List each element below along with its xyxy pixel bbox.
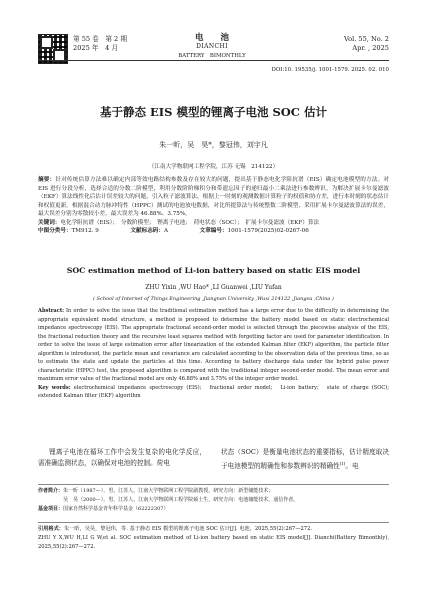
journal-cn: 电 池	[194, 33, 229, 43]
page-title-en: SOC estimation method of Li-ion battery based on static EIS model	[66, 266, 361, 275]
author-intro-label: 作者简介：	[38, 488, 64, 494]
abstract-cn-block	[38, 176, 389, 236]
author1-text: 朱一昕（1987—），男，江苏人，江南大学物联网工程学院副教授，研究方向：新型储能技术；	[63, 488, 274, 494]
abstract-cn-text: 针对传统估算方法难以确定内部等效电路结构参数及存在较大的问题，提出基于静态电化学阻抗谱（EIS）确定电池模型的方法。对 EIS 进行分段分析，选择合适的分数二阶模型，利用分数阶阶梯积分和带遗忘因子的递归最小二乘法进行参数辨识。为解决扩展卡尔曼滤波（EKF）算法线性化后估计误差较大的问题，引入粒子滤波算法，根据上一时刻的观测数据计算粒子的权值和协方差，进行本时刻的状态估计和权值更新。根据混合动力脉冲特性（HPPC）测试的电池放电数据，对比所提算法与传统整数二阶模型、采用扩展卡尔曼滤波算法的误差，最大误差分别为零散较小差，最大误差为 46.88%、3.75%。	[38, 177, 389, 217]
fund-label: 基金项目：	[38, 506, 64, 512]
footnote-rule	[38, 484, 389, 485]
doc-code-label: 文献标志码：	[130, 228, 164, 234]
volume-cn: 第 55 卷 第 2 期	[73, 35, 127, 43]
date-cn: 2025 年 4 月	[73, 44, 118, 52]
reference-marker: [1]	[339, 461, 346, 466]
keywords-cn	[38, 219, 389, 228]
citation-cn-text: 朱一昕，吴昊，黎冠伟，等. 基于静态 EIS 模型的锂离子电池 SOC 估计[J]. 电池，2025,55(2):267—272.	[63, 526, 313, 532]
body-right-main: 状态（SOC）是衡量电池状态的重要指标，估计精度取决于电池模型的精确性和参数辨识的精确性	[221, 448, 389, 471]
body-right-tail: 。电	[345, 462, 359, 471]
doc-code-value: A	[163, 228, 169, 234]
affiliation-en: ( School of Internet of Things Engineering ,Jiangnan University ,Wuxi 214122 ,Jiangsu ,China )	[93, 296, 334, 302]
keywords-en-label: Key words:	[38, 384, 71, 391]
authors-en: ZHU Yixin ,WU Hao* ,LI Guanwei ,LIU Yufan	[145, 284, 282, 291]
footnote-author2: 吴 昊（2000—），男，江苏人，江南大学物联网工程学院硕士生，研究方向：电池储能技术，通信作者。	[63, 497, 299, 503]
body-column-right	[221, 447, 389, 472]
article-no-value: 1001-1579(2025)02-0267-06	[227, 228, 309, 234]
journal-en: BATTERY BIMONTHLY	[178, 53, 246, 59]
clc-label: 中图分类号：	[38, 228, 72, 234]
abstract-en-label: Abstract:	[38, 308, 65, 314]
header-rule	[38, 60, 389, 61]
citation-rule	[38, 522, 389, 523]
abstract-cn	[38, 176, 389, 219]
authors-cn: 朱一昕，吴 昊*，黎冠伟，刘宇凡	[159, 141, 268, 149]
citation-block	[38, 525, 389, 552]
fund-text: 国家自然科学基金青年科学基金（62222307）	[63, 506, 169, 512]
journal-pinyin: DIANCHI	[196, 43, 228, 50]
citation-en: ZHU Y X,WU H,LI G W,et al. SOC estimation method of Li-ion battery based on static EIS model[J]. Dianchi(Battery Bimonthly), 2025,55(2):267—272.	[38, 535, 389, 550]
abstract-cn-label: 摘要：	[38, 177, 56, 183]
abstract-en-block	[38, 307, 395, 401]
affiliation-cn: （江南大学物联网工程学院，江苏 无锡 214122）	[148, 164, 279, 170]
body-column-left	[38, 447, 206, 469]
volume-en: Vol. 55, No. 2	[343, 35, 389, 43]
article-no-label: 文章编号：	[199, 228, 228, 234]
citation-label: 引用格式：	[38, 526, 64, 532]
body-right-text	[221, 447, 389, 472]
abstract-en-text: In order to solve the issue that the traditional estimation method has a large error due to the difficulty in determining the appropriate equivalent model structure, a method is proposed to determine the battery model based on static electrochemical impedance spectroscopy (EIS). The appropriate fractional second-order model is selected through the piecewise analysis of the EIS, the fractional reduction theory and the recursive least squares method with forgetting factor are used for parameter identification. In order to solve the issue of large estimation error after linearization of the extended Kalman filter (EKF) algorithm, the particle filter algorithm is introduced, the particle mean and covariance are calculated according to the observation data of the previous time, so as to estimate the state and update the particles at this time. According to battery discharge data under the hybrid pulse power characteristic (HPPC) test, the proposed algorithm is compared with the traditional integer second-order model. The mean error and maximum error value of the fractional model are only 46.88% and 3.75% of the integer order model.	[38, 308, 389, 382]
footnotes	[38, 487, 389, 514]
abstract-en	[38, 307, 389, 384]
clc-value: TM912. 9	[71, 228, 99, 234]
classification-line	[38, 227, 389, 236]
keywords-en-text: electrochemical impedance spectroscopy (EIS); fractional order model; Li-ion battery; state of charge (SOC); extended Kalman filter (EKF) algorithm	[38, 384, 395, 399]
citation-cn	[38, 525, 389, 534]
doi: DOI:10. 19535/j. 1001-1579. 2025. 02. 010	[271, 67, 389, 73]
page-title-cn: 基于静态 EIS 模型的锂离子电池 SOC 估计	[100, 105, 327, 119]
keywords-cn-label: 关键词：	[38, 219, 61, 226]
footnote-fund	[38, 505, 389, 514]
keywords-en	[38, 384, 395, 401]
body-left-text: 锂离子电池在循环工作中会发生复杂的电化学反应，需准确监测状态，以确保对电池的控制。荷电	[38, 448, 206, 467]
keywords-cn-text: 电化学阻抗谱（EIS）； 分数阶模型； 锂离子电池； 荷电状态（SOC）； 扩展卡尔曼滤波（EKF）算法	[60, 219, 320, 226]
footnote-author1	[38, 487, 389, 496]
date-en: Apr. , 2025	[352, 44, 389, 52]
